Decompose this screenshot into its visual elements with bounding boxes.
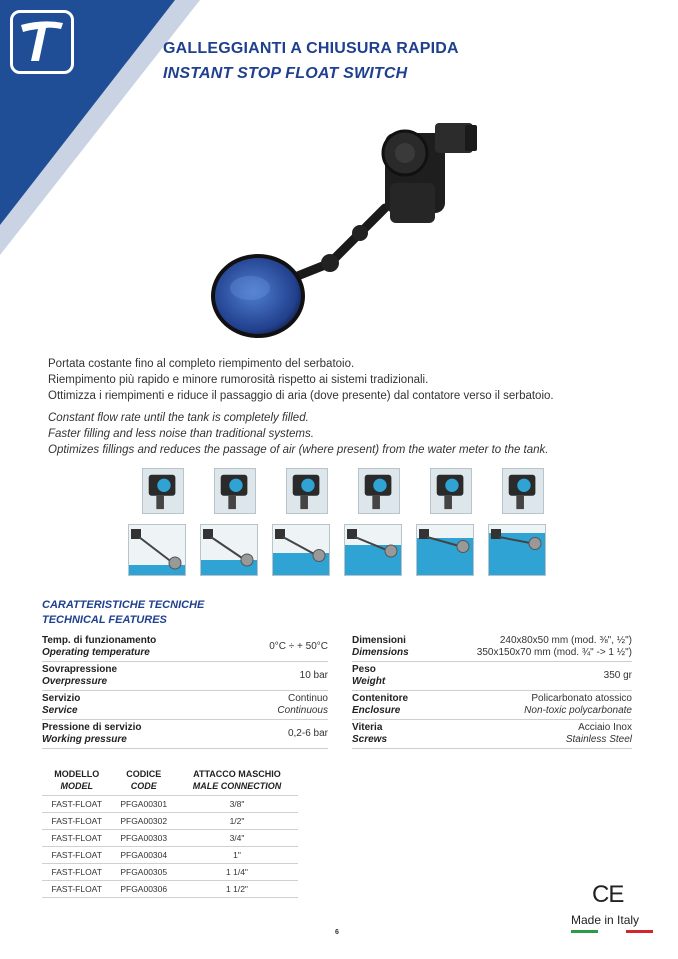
cell-code: PFGA00301 [111,796,176,813]
cell-connection: 1" [176,847,298,864]
valve-detail-image [142,468,184,514]
spec-row [352,633,632,662]
spec-value: Continuo [287,693,328,704]
spec-row [352,720,632,749]
table-row [42,864,298,881]
spec-value: 10 bar [299,670,328,681]
spec-label: Peso [352,664,376,675]
description-line: Faster filling and less noise than traditional systems. [48,428,314,440]
cell-connection: 1 1/2" [176,881,298,898]
column-header-model: MODELLO MODEL [54,769,100,791]
tech-heading-it: CARATTERISTICHE TECNICHE [42,599,205,611]
cell-code: PFGA00305 [111,864,176,881]
spec-label: Temp. di funzionamento [42,635,157,646]
column-header-code: CODICE CODE [126,769,162,791]
page-title: GALLEGGIANTI A CHIUSURA RAPIDA [163,40,459,57]
tank-fill-image [128,524,186,576]
spec-label-en: Service [42,705,78,716]
table-row [42,881,298,898]
tank-fill-image [416,524,474,576]
cell-connection: 3/4" [176,830,298,847]
spec-row [42,691,328,720]
tank-fill-image [272,524,330,576]
cell-model: FAST-FLOAT [42,830,111,847]
cell-model: FAST-FLOAT [42,881,111,898]
spec-label-en: Screws [352,734,388,745]
spec-label: Sovrapressione [42,664,118,675]
valve-detail-image [358,468,400,514]
table-header-row [42,766,298,796]
spec-value-en: Continuous [277,705,328,716]
italian-flag-stripe [571,930,653,933]
spec-label-en: Weight [352,676,386,687]
description-line: Portata costante fino al completo riempimento del serbatoio. [48,358,355,370]
table-row [42,813,298,830]
cell-code: PFGA00306 [111,881,176,898]
spec-column-right [352,633,632,749]
spec-value: Acciaio Inox [578,722,632,733]
tank-fill-image [200,524,258,576]
description-line: Constant flow rate until the tank is completely filled. [48,412,309,424]
spec-row [42,633,328,662]
valve-detail-image [286,468,328,514]
ce-mark: CE [592,881,624,908]
spec-label: Contenitore [352,693,409,704]
spec-value: Policarbonato atossico [531,693,632,704]
cell-connection: 1/2" [176,813,298,830]
column-header-connection: ATTACCO MASCHIO MALE CONNECTION [192,769,282,791]
spec-value: 350 gr [603,670,632,681]
spec-label-en: Overpressure [42,676,108,687]
spec-row [352,662,632,691]
spec-label-en: Working pressure [42,734,127,745]
spec-label-en: Operating temperature [42,647,150,658]
spec-label: Viteria [352,722,383,733]
description-line: Riempimento più rapido e minore rumorosità rispetto ai sistemi tradizionali. [48,374,429,386]
spec-label: Dimensioni [352,635,406,646]
table-row [42,796,298,813]
spec-column-left [42,633,328,749]
made-in-italy-label: Made in Italy [571,913,640,927]
spec-value-en: Stainless Steel [565,734,632,745]
spec-label: Servizio [42,693,81,704]
description-line: Optimizes fillings and reduces the passage of air (where present) from the water meter to the tank. [48,444,549,456]
float-switch-product-image [210,113,480,351]
description-english [48,410,549,458]
valve-detail-image [430,468,472,514]
company-logo [10,10,74,74]
cell-model: FAST-FLOAT [42,864,111,881]
models-table [42,766,298,898]
cell-code: PFGA00302 [111,813,176,830]
cell-connection: 3/8" [176,796,298,813]
spec-value: 0,2-6 bar [287,728,328,739]
tech-heading-en: TECHNICAL FEATURES [42,614,167,626]
spec-label: Pressione di servizio [42,722,142,733]
page-subtitle: INSTANT STOP FLOAT SWITCH [163,65,408,82]
valve-detail-image [214,468,256,514]
cell-code: PFGA00303 [111,830,176,847]
description-italian [48,356,554,404]
spec-value-en: Non-toxic polycarbonate [524,705,632,716]
spec-label-en: Dimensions [352,647,409,658]
spec-row [352,691,632,720]
spec-value: 0°C ÷ + 50°C [269,641,328,652]
tank-fill-image [344,524,402,576]
page-number: 6 [335,929,339,936]
cell-code: PFGA00304 [111,847,176,864]
table-row [42,847,298,864]
spec-value: 350x150x70 mm (mod. ¾" -> 1 ½") [476,647,632,658]
filling-sequence-illustration [128,468,548,580]
cell-model: FAST-FLOAT [42,796,111,813]
spec-row [42,720,328,749]
cell-model: FAST-FLOAT [42,847,111,864]
table-row [42,830,298,847]
spec-value: 240x80x50 mm (mod. ⅜", ½") [499,635,632,646]
description-line: Ottimizza i riempimenti e riduce il passaggio di aria (dove presente) dal contatore verso il serbatoio. [48,390,554,402]
cell-model: FAST-FLOAT [42,813,111,830]
spec-label-en: Enclosure [352,705,401,716]
spec-row [42,662,328,691]
cell-connection: 1 1/4" [176,864,298,881]
valve-detail-image [502,468,544,514]
tank-fill-image [488,524,546,576]
